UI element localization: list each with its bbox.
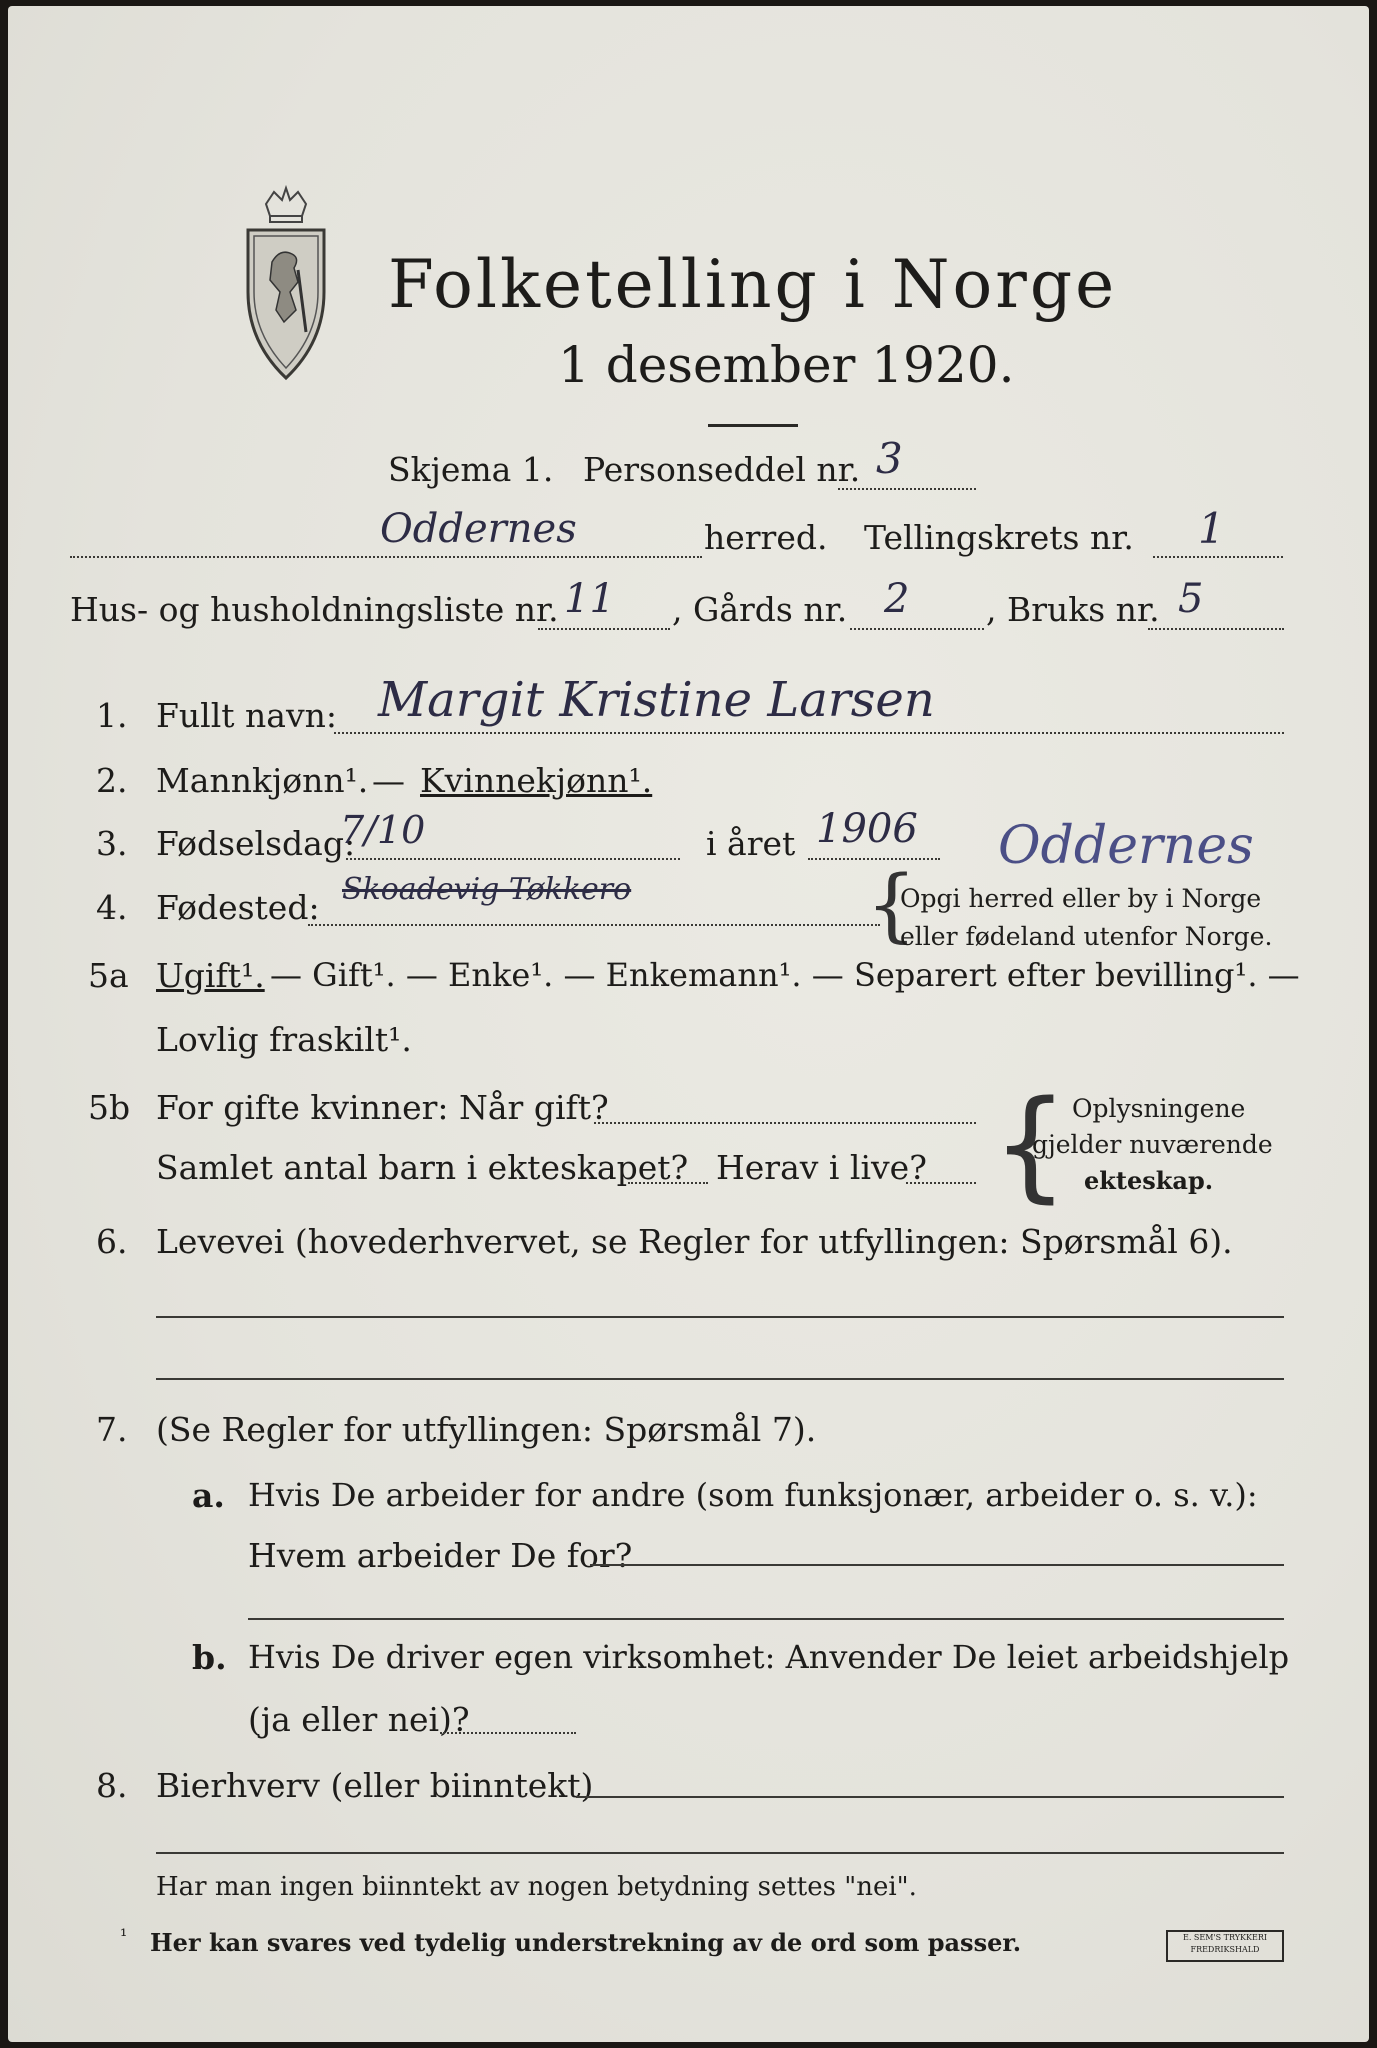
q5b-alive-line[interactable] [906,1182,976,1184]
q7b-letter: b. [192,1638,227,1677]
q8-answer-line-2[interactable] [156,1852,1284,1854]
q2-number: 2. [96,761,128,800]
printer-stamp [1166,1930,1284,1962]
form-date: 1 desember 1920. [558,336,1015,394]
hus-label: Hus- og husholdningsliste nr. [70,590,559,629]
tellingskrets-label: Tellingskrets nr. [864,518,1134,557]
tellingskrets-value[interactable]: 1 [1198,504,1225,553]
q3-number: 3. [96,824,128,863]
q4-number: 4. [96,888,128,927]
q4-line [308,924,880,926]
census-form-sheet [8,6,1369,2042]
q5b-married-line[interactable] [594,1122,976,1124]
q4-birthplace-value[interactable]: Oddernes [998,816,1254,876]
bruks-value[interactable]: 5 [1178,576,1204,622]
title-divider [708,424,798,427]
tellingskrets-line [1153,556,1283,558]
hus-line [538,628,670,630]
q6-answer-line-1[interactable] [156,1316,1284,1318]
personseddel-label: Personseddel nr. [583,450,861,489]
q5b-brace: { [992,1076,1069,1215]
hus-value[interactable]: 11 [564,576,615,622]
gards-line [850,628,984,630]
q3-year-value[interactable]: 1906 [816,806,918,852]
q3-birthday-line [346,858,680,860]
personseddel-value[interactable]: 3 [876,434,903,483]
q1-line [334,732,1284,734]
q6-number: 6. [96,1222,128,1261]
q5b-children-label: Samlet antal barn i ekteskapet? [156,1148,689,1187]
gards-label: , Gårds nr. [672,590,848,629]
gards-value[interactable]: 2 [884,576,910,622]
q2-female-option[interactable]: Kvinnekjønn¹. [420,761,653,800]
q5b-alive-label: Herav i live? [716,1148,927,1187]
q6-answer-line-2[interactable] [156,1378,1284,1380]
q5b-number: 5b [88,1088,131,1127]
footer-note: Har man ingen biinntekt av nogen betydning settes "nei". [156,1872,917,1902]
q5b-children-line[interactable] [628,1182,708,1184]
personseddel-line [838,488,976,490]
stamp-line2: FREDRIKSHALD [1190,1945,1260,1954]
q7a-letter: a. [192,1476,225,1515]
q5b-note-line1: Oplysningene [1072,1094,1246,1123]
bruks-line [1148,628,1284,630]
q5a-other-options[interactable]: — Gift¹. — Enke¹. — Enkemann¹. — Separert efter bevilling¹. — [270,956,1300,994]
q8-number: 8. [96,1766,128,1805]
herred-label: herred. [704,518,828,557]
stamp-line1: E. SEM'S TRYKKERI [1182,1933,1268,1942]
q7a-line1: Hvis De arbeider for andre (som funksjonær, arbeider o. s. v.): [248,1476,1258,1514]
q3-year-label: i året [706,824,796,863]
schema-label: Skjema 1. [388,450,554,489]
q7a-line2: Hvem arbeider De for? [248,1536,633,1575]
q7b-line1: Hvis De driver egen virksomhet: Anvender De leiet arbeidshjelp [248,1638,1290,1676]
q5b-married-when: For gifte kvinner: Når gift? [156,1088,609,1127]
q1-label: Fullt navn: [156,696,337,735]
q1-full-name[interactable]: Margit Kristine Larsen [378,672,935,728]
q7a-answer-line-1[interactable] [590,1564,1284,1566]
q4-note-line2: eller fødeland utenfor Norge. [900,922,1273,951]
q8-label: Bierhverv (eller biinntekt) [156,1766,594,1805]
q7-number: 7. [96,1410,128,1449]
footnote-mark: ¹ [120,1926,128,1947]
q7b-line2: (ja eller nei)? [248,1700,470,1739]
q6-label: Levevei (hovederhvervet, se Regler for utfyllingen: Spørsmål 6). [156,1222,1233,1261]
q5b-note-line3: ekteskap. [1084,1166,1214,1195]
q7b-answer-line[interactable] [440,1732,576,1734]
q3-label: Fødselsdag: [156,824,356,863]
q5a-ugift-option[interactable]: Ugift¹. [156,956,265,995]
q2-male-option[interactable]: Mannkjønn¹. [156,761,369,800]
q5b-note-line2: gjelder nuværende [1032,1130,1273,1159]
q4-struck-birthplace: Skoadevig Tøkkero [342,872,632,907]
q5a-fraskilt-option[interactable]: Lovlig fraskilt¹. [156,1020,412,1059]
q1-number: 1. [96,696,128,735]
q3-birthday-value[interactable]: 7/10 [340,808,426,852]
footnote-text: Her kan svares ved tydelig understrekning av de ord som passer. [150,1928,1022,1957]
q2-dash: — [372,761,405,800]
q8-answer-line-1[interactable] [576,1796,1284,1798]
q7a-answer-line-2[interactable] [248,1618,1284,1620]
form-title: Folketelling i Norge [388,246,1118,323]
bruks-label: , Bruks nr. [986,590,1160,629]
q7-label: (Se Regler for utfyllingen: Spørsmål 7). [156,1410,817,1449]
q4-label: Fødested: [156,888,320,927]
herred-line [70,556,702,558]
q5a-number: 5a [88,956,129,995]
q4-brace: { [866,858,917,951]
norwegian-coat-of-arms-icon [236,182,336,382]
herred-value[interactable]: Oddernes [380,506,577,552]
q4-note-line1: Opgi herred eller by i Norge [900,884,1262,913]
